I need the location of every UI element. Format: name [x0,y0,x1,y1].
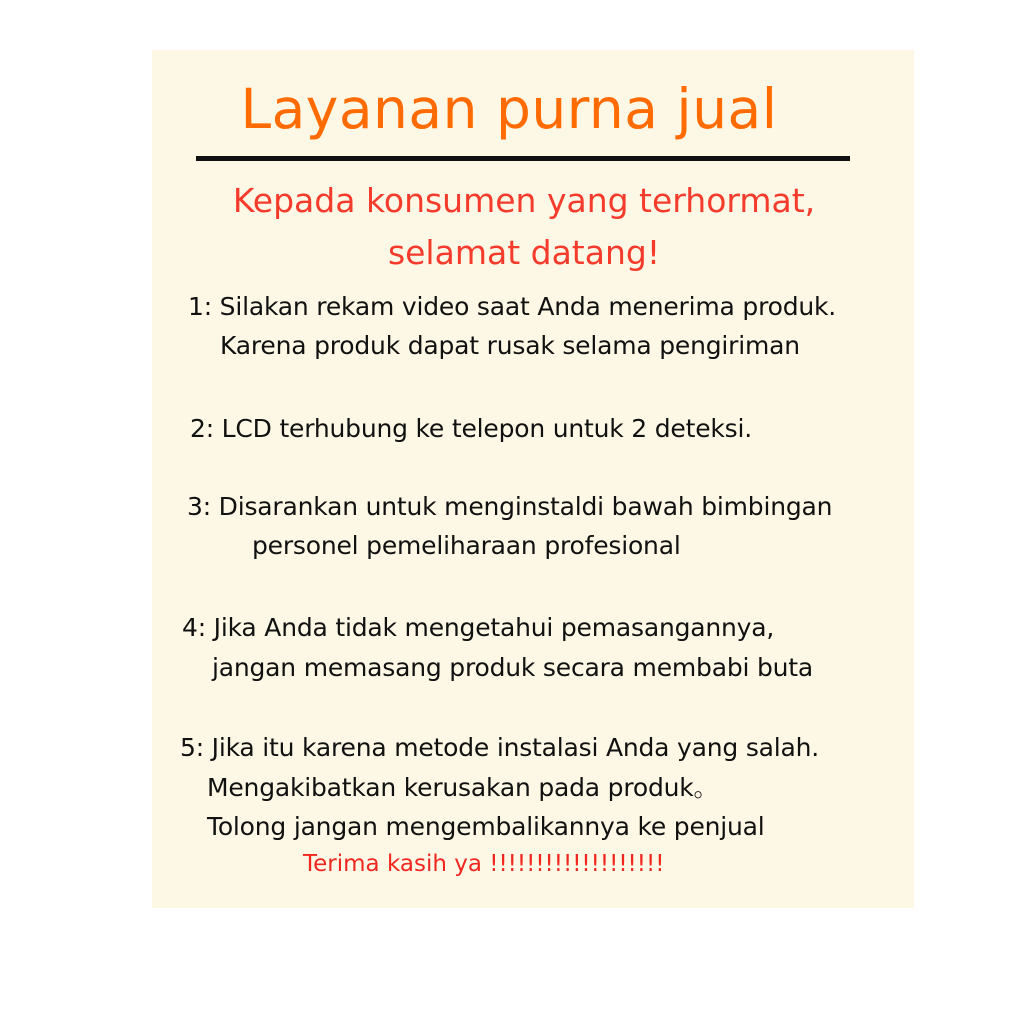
greeting-line-2: selamat datang! [387,233,661,272]
greeting-line-1: Kepada konsumen yang terhormat, [232,181,816,220]
item-3-line-1: 3: Disarankan untuk menginstaldi bawah bimbingan [187,492,833,521]
item-1-line-2: Karena produk dapat rusak selama pengiriman [220,331,800,360]
item-5-line-1: 5: Jika itu karena metode instalasi Anda yang salah. [180,733,820,762]
item-3-line-2: personel pemeliharaan profesional [252,531,681,560]
thanks-text: Terima kasih ya !!!!!!!!!!!!!!!!!!! [303,851,665,877]
page-title: Layanan purna jual [240,77,778,141]
item-2-line-1: 2: LCD terhubung ke telepon untuk 2 deteksi. [190,414,752,443]
item-5-line-2: Mengakibatkan kerusakan pada produk。 [207,773,719,802]
item-1-line-1: 1: Silakan rekam video saat Anda menerima produk. [188,292,837,321]
item-4-line-1: 4: Jika Anda tidak mengetahui pemasangannya, [182,613,775,642]
title-divider [196,156,850,161]
item-4-line-2: jangan memasang produk secara membabi buta [212,653,814,682]
item-5-line-3: Tolong jangan mengembalikannya ke penjual [207,812,765,841]
